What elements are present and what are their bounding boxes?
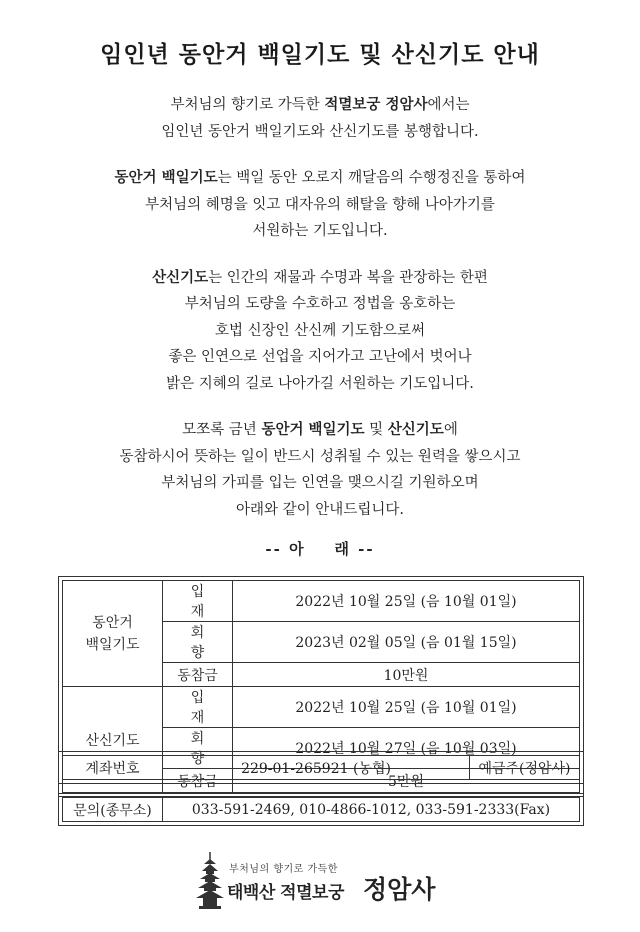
baekil-term-bold: 동안거 백일기도 xyxy=(261,421,365,438)
logo-mountain: 태백산 적멸보궁 xyxy=(227,883,344,903)
sansin-line-5: 밝은 지혜의 길로 나아가길 서원하는 기도입니다. xyxy=(166,375,474,392)
table-row xyxy=(63,687,580,728)
row-value: 2022년 10월 25일 (음 10월 01일) xyxy=(233,687,580,728)
text: 및 xyxy=(364,422,388,438)
table-row xyxy=(63,798,580,822)
contact-table xyxy=(62,797,580,822)
logo-tagline: 부처님의 향기로 가득한 xyxy=(229,864,338,875)
sansin-line-4: 좋은 인연으로 선업을 지어가고 고난에서 벗어나 xyxy=(168,349,472,365)
row-label: 동참금 xyxy=(163,769,233,793)
baekil-term-bold: 동안거 백일기도 xyxy=(114,169,218,186)
text: 는 인간의 재물과 수명과 복을 관장하는 한편 xyxy=(208,269,488,286)
pagoda-icon xyxy=(195,850,225,910)
contact-phones[interactable]: 033-591-2469, 010-4866-1012, 033-591-2333(Fax) xyxy=(163,798,580,822)
closing-line-4: 아래와 같이 안내드립니다. xyxy=(236,501,404,518)
logo-temple-name: 정암사 xyxy=(363,875,436,904)
group-name-baekil xyxy=(63,581,163,687)
baekil-line-3: 서원하는 기도입니다. xyxy=(252,223,388,239)
row-label: 회향 xyxy=(163,728,233,769)
row-value: 10만원 xyxy=(233,663,580,687)
row-value: 2022년 10월 25일 (음 10월 01일) xyxy=(233,581,580,622)
page-title: 임인년 동안거 백일기도 및 산신기도 안내 xyxy=(100,42,540,68)
section-separator: -- 아 래 -- xyxy=(265,540,375,558)
text: 는 백일 동안 오로지 깨달음의 수행정진을 통하여 xyxy=(217,170,526,186)
sansin-term-bold: 산신기도 xyxy=(387,421,444,438)
text: 모쪼록 금년 xyxy=(182,422,262,438)
closing-line-2: 동참하시어 뜻하는 일이 반드시 성취될 수 있는 원력을 쌓으시고 xyxy=(119,448,521,465)
paragraph-baekil xyxy=(0,165,640,245)
table-row xyxy=(63,581,580,622)
row-label: 회향 xyxy=(163,622,233,663)
text: 에서는 xyxy=(427,97,470,113)
temple-name-bold: 적멸보궁 정암사 xyxy=(324,96,428,113)
group-name-line: 동안거 xyxy=(92,614,133,631)
account-table xyxy=(62,755,580,780)
paragraph-sansin xyxy=(0,265,640,398)
row-value: 2023년 02월 05일 (음 01월 15일) xyxy=(233,622,580,663)
temple-logo xyxy=(195,850,455,910)
closing-line-3: 부처님의 가피를 입는 인연을 맺으시길 기원하오며 xyxy=(161,475,479,491)
group-name-sansin: 산신기도 xyxy=(63,687,163,793)
sansin-line-3: 호법 신장인 산신께 기도함으로써 xyxy=(215,322,425,339)
account-number[interactable]: 229-01-265921 (농협) xyxy=(163,756,470,780)
text: 에 xyxy=(443,422,458,438)
intro-line-1 xyxy=(0,92,640,119)
sansin-line-2: 부처님의 도량을 수호하고 정법을 옹호하는 xyxy=(184,296,456,312)
baekil-line-2: 부처님의 혜명을 잇고 대자유의 해탈을 향해 나아가기를 xyxy=(145,196,495,213)
contact-label: 문의(종무소) xyxy=(63,798,163,822)
row-label: 입재 xyxy=(163,687,233,728)
text: 부처님의 향기로 가득한 xyxy=(170,97,325,113)
row-label: 동참금 xyxy=(163,663,233,687)
group-name-line: 백일기도 xyxy=(85,636,140,653)
row-label: 입재 xyxy=(163,581,233,622)
table-row xyxy=(63,756,580,780)
paragraph-intro xyxy=(0,92,640,145)
paragraph-closing xyxy=(0,417,640,523)
baekil-line-1 xyxy=(0,165,640,192)
notice-body xyxy=(0,92,640,543)
row-value: 5만원 xyxy=(233,769,580,793)
account-label: 계좌번호 xyxy=(63,756,163,780)
intro-line-2: 임인년 동안거 백일기도와 산신기도를 봉행합니다. xyxy=(161,123,479,140)
account-holder: 예금주(정암사) xyxy=(470,756,580,780)
sansin-line-1 xyxy=(0,265,640,292)
row-value: 2022년 10월 27일 (음 10월 03일) xyxy=(233,728,580,769)
sansin-term-bold: 산신기도 xyxy=(152,268,209,286)
closing-line-1 xyxy=(0,417,640,444)
